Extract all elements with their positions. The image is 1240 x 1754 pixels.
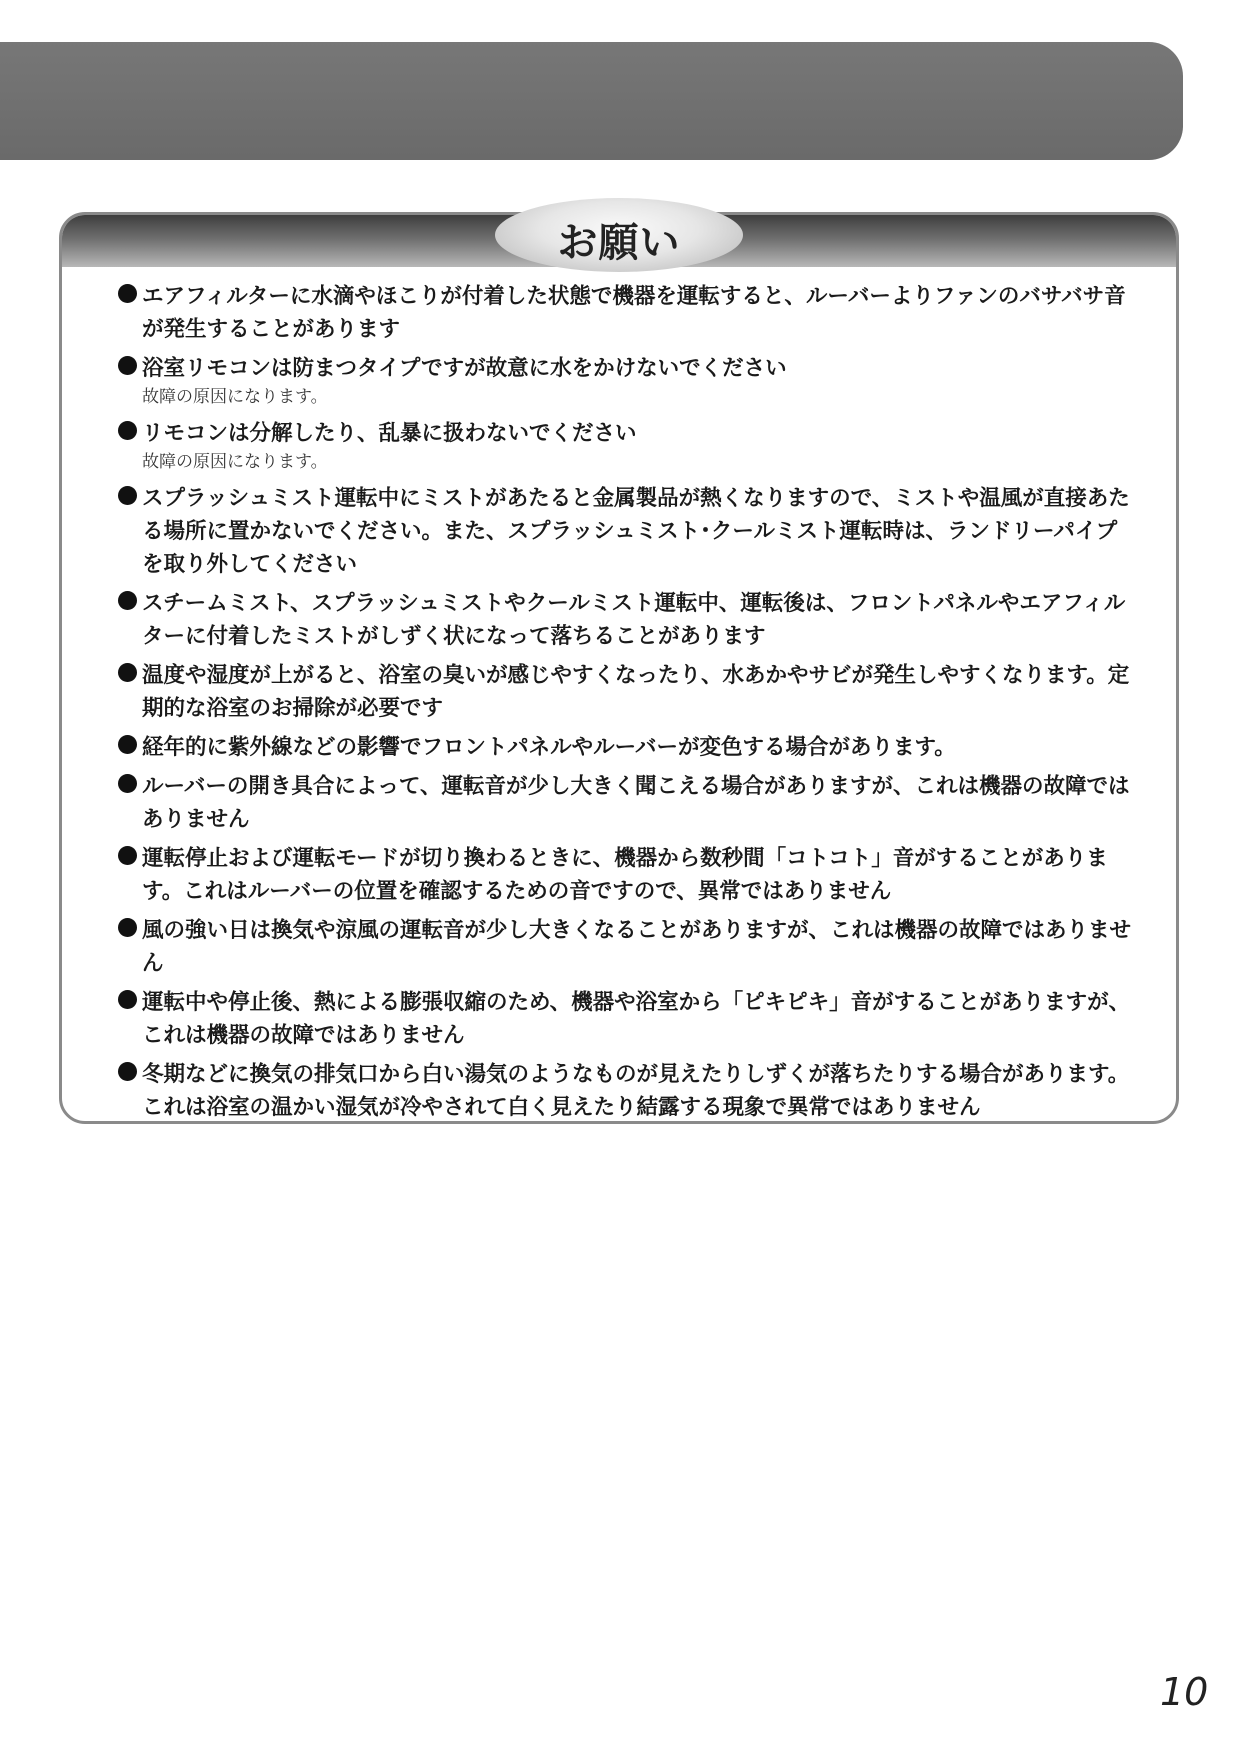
notice-item — [118, 659, 1134, 725]
notice-item-text: 運転中や停止後、熱による膨張収縮のため、機器や浴室から「ピキピキ」音がすることがありますが、これは機器の故障ではありません — [142, 990, 1131, 1048]
bullet-icon — [118, 486, 137, 505]
notice-list — [118, 280, 1134, 1130]
notice-item — [118, 482, 1134, 581]
bullet-icon — [118, 356, 137, 375]
notice-item-text: 風の強い日は換気や涼風の運転音が少し大きくなることがありますが、これは機器の故障ではありません — [142, 918, 1132, 976]
bullet-icon — [118, 735, 137, 754]
notice-item-text: ルーバーの開き具合によって、運転音が少し大きく聞こえる場合がありますが、これは機器の故障ではありません — [142, 774, 1130, 832]
notice-item — [118, 587, 1134, 653]
notice-item — [118, 770, 1134, 836]
bullet-icon — [118, 990, 137, 1009]
notice-item-subtext: 故障の原因になります。 — [142, 387, 328, 407]
bullet-icon — [118, 1062, 137, 1081]
notice-item-text: 浴室リモコンは防まつタイプですが故意に水をかけないでください — [142, 356, 787, 381]
bullet-icon — [118, 846, 137, 865]
notice-item-text: 温度や湿度が上がると、浴室の臭いが感じやすくなったり、水あかやサビが発生しやすくなります。定期的な浴室のお掃除が必要です — [142, 663, 1130, 721]
bullet-icon — [118, 774, 137, 793]
notice-item — [118, 731, 1134, 764]
notice-item — [118, 1058, 1134, 1124]
bullet-icon — [118, 918, 137, 937]
notice-item-text: リモコンは分解したり、乱暴に扱わないでください — [142, 421, 637, 446]
page-number: 10 — [1160, 1670, 1209, 1714]
notice-item — [118, 417, 1134, 476]
notice-item-text: 運転停止および運転モードが切り換わるときに、機器から数秒間「コトコト」音がすることがあります。これはルーバーの位置を確認するための音ですので、異常ではありません — [142, 846, 1108, 904]
bullet-icon — [118, 421, 137, 440]
notice-item-text: スチームミスト、スプラッシュミストやクールミスト運転中、運転後は、フロントパネルやエアフィルターに付着したミストがしずく状になって落ちることがあります — [142, 591, 1126, 649]
notice-item — [118, 352, 1134, 411]
header-banner — [0, 42, 1183, 160]
notice-item — [118, 842, 1134, 908]
notice-item-subtext: 故障の原因になります。 — [142, 452, 328, 472]
bullet-icon — [118, 591, 137, 610]
notice-item — [118, 986, 1134, 1052]
notice-item — [118, 914, 1134, 980]
notice-item — [118, 280, 1134, 346]
bullet-icon — [118, 663, 137, 682]
notice-item-text: 冬期などに換気の排気口から白い湯気のようなものが見えたりしずくが落ちたりする場合があります。これは浴室の温かい湿気が冷やされて白く見えたり結露する現象で異常ではありません — [142, 1062, 1130, 1120]
notice-title: お願い — [557, 219, 681, 266]
notice-item-text: 経年的に紫外線などの影響でフロントパネルやルーバーが変色する場合があります。 — [142, 735, 956, 760]
notice-title-badge — [495, 198, 743, 272]
bullet-icon — [118, 284, 137, 303]
notice-item-text: エアフィルターに水滴やほこりが付着した状態で機器を運転すると、ルーバーよりファンのバサバサ音が発生することがあります — [142, 284, 1126, 342]
notice-item-text: スプラッシュミスト運転中にミストがあたると金属製品が熱くなりますので、ミストや温風が直接あたる場所に置かないでください。また、スプラッシュミスト･クールミスト運転時は、ランドリーパイプを取り外してください — [142, 486, 1130, 577]
